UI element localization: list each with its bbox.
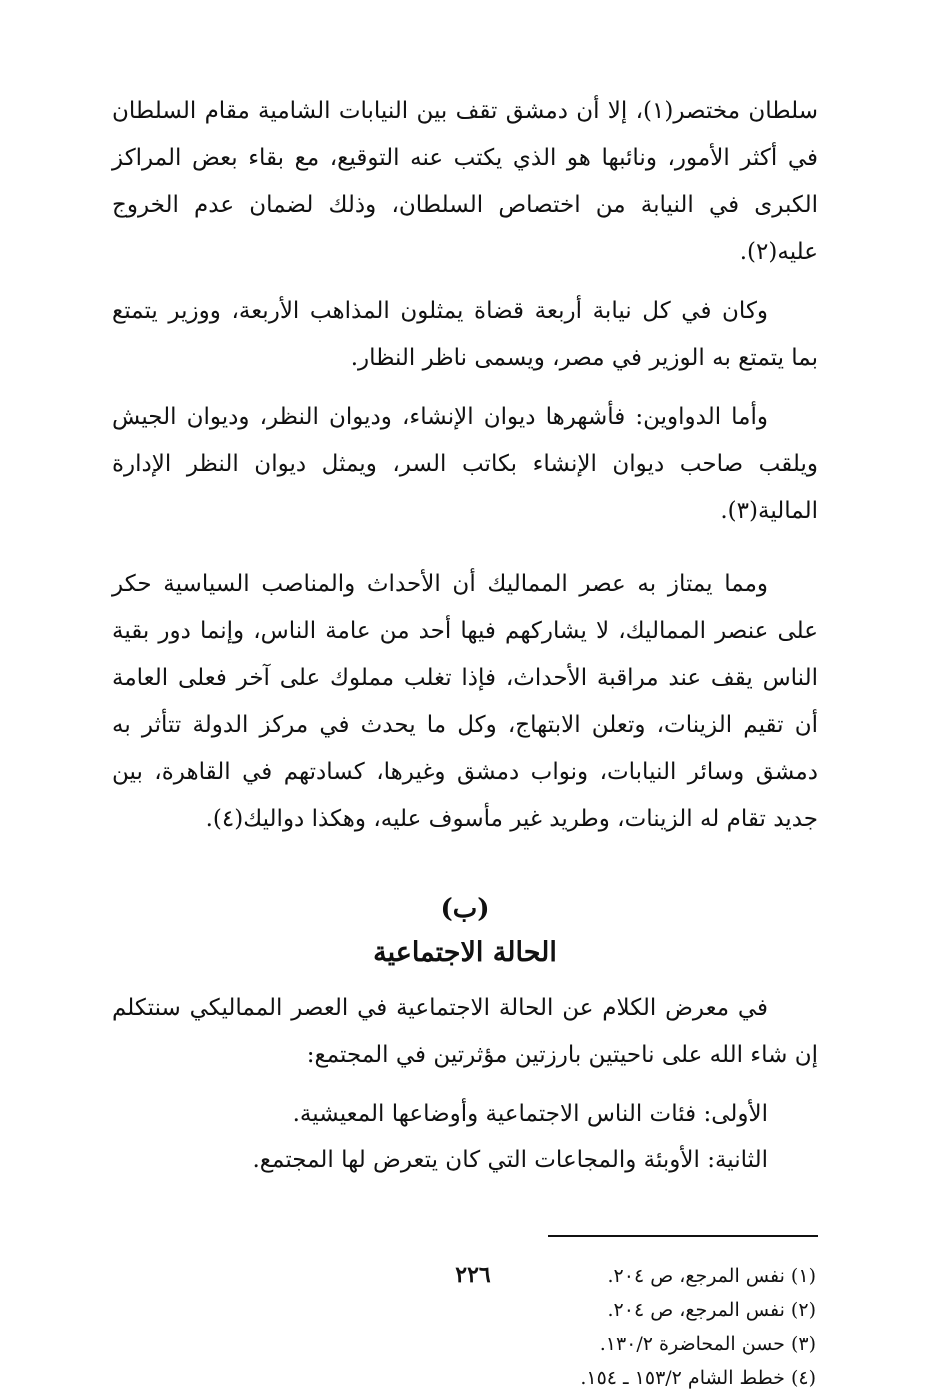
page-number: ٢٢٦ xyxy=(455,1262,491,1288)
footnote: (٢) نفس المرجع، ص ٢٠٤. xyxy=(607,1299,816,1321)
paragraph-mamluk-era: ومما يمتاز به عصر المماليك أن الأحداث والمناصب السياسية حكر على عنصر المماليك، لا يشاركهم فيها أحد من عامة الناس، وإنما دور بقية الناس يقف عند مراقبة الأحداث، فإذا تغلب مملوك على آخر فعلى العامة أن تقيم الزينات، وتعلن الابتهاج، وكل ما يحدث في مركز الدولة تتأثر به دمشق وسائر النيابات، ونواب دمشق وغيرها، كسادتهم في القاهرة، بين جديد تقام له الزينات، وطريد غير مأسوف عليه، وهكذا دواليك(٤). xyxy=(112,571,818,832)
footnote-divider xyxy=(548,1235,818,1237)
list-item: الأولى: فئات الناس الاجتماعية وأوضاعها المعيشية. xyxy=(292,1101,768,1127)
footnote: (٣) حسن المحاضرة ١٣٠/٢. xyxy=(599,1333,816,1355)
footnote: (٤) خطط الشام ١٥٣/٢ ـ ١٥٤. xyxy=(580,1367,816,1389)
section-title: الحالة الاجتماعية xyxy=(373,937,557,968)
paragraph-judges: وكان في كل نيابة أربعة قضاة يمثلون المذاهب الأربعة، ووزير يتمتع بما يتمتع به الوزير في مصر، ويسمى ناظر النظار. xyxy=(112,298,818,371)
paragraph-intro: في معرض الكلام عن الحالة الاجتماعية في العصر المماليكي سنتكلم إن شاء الله على ناحيتين بارزتين مؤثرتين في المجتمع: xyxy=(112,995,818,1068)
list-item: الثانية: الأوبئة والمجاعات التي كان يتعرض لها المجتمع. xyxy=(252,1147,768,1173)
topics-list xyxy=(112,1091,768,1183)
section-letter: (ب) xyxy=(440,894,490,924)
footnote: (١) نفس المرجع، ص ٢٠٤. xyxy=(607,1265,816,1287)
paragraph-diwans: وأما الدواوين: فأشهرها ديوان الإنشاء، وديوان النظر، وديوان الجيش ويلقب صاحب ديوان الإنشاء بكاتب السر، ويمثل ديوان النظر الإدارة المالية(٣). xyxy=(112,404,818,524)
paragraph-sultan: سلطان مختصر(١)، إلا أن دمشق تقف بين النيابات الشامية مقام السلطان في أكثر الأمور، ونائبها هو الذي يكتب عنه التوقيع، مع بقاء بعض المراكز الكبرى في النيابة من اختصاص السلطان، وذلك لضمان عدم الخروج عليه(٢). xyxy=(112,98,818,265)
